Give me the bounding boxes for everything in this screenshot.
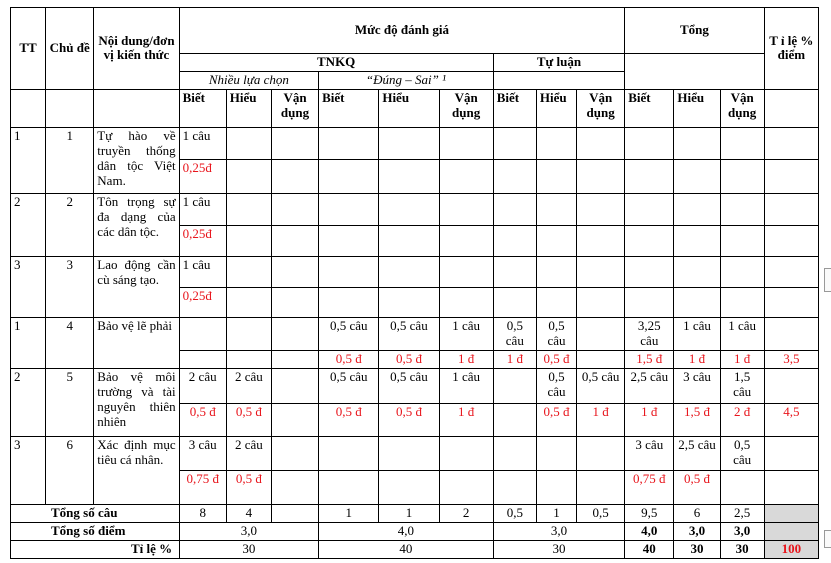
row-tt: 1 — [11, 127, 46, 193]
row-score — [226, 350, 271, 368]
row-question-count — [720, 256, 764, 287]
row-question-count — [226, 256, 271, 287]
data-row — [11, 368, 819, 403]
row-score — [536, 470, 576, 504]
row-question-count — [493, 436, 536, 470]
row-question-count — [493, 368, 536, 403]
header-tu-luan-blank — [493, 71, 624, 89]
row-score: 0,5 đ — [319, 350, 379, 368]
total-questions-value: 1 — [536, 504, 576, 522]
header-biet: Biết — [625, 89, 674, 127]
row-question-count: 2 câu — [226, 436, 271, 470]
row-question-count — [536, 127, 576, 159]
row-score — [379, 287, 439, 317]
row-score: 0,75 đ — [179, 470, 226, 504]
total-score-row — [11, 522, 819, 540]
row-tt: 2 — [11, 193, 46, 256]
row-question-count — [493, 256, 536, 287]
header-hieu: Hiểu — [379, 89, 439, 127]
total-score-value: 4,0 — [625, 522, 674, 540]
row-score — [536, 287, 576, 317]
row-question-count — [271, 256, 318, 287]
header-dung-sai: “Đúng – Sai” ¹ — [319, 71, 494, 89]
row-score: 1 đ — [493, 350, 536, 368]
header-cd-blank — [46, 89, 94, 127]
row-score — [764, 470, 818, 504]
row-score: 0,5 đ — [536, 403, 576, 436]
data-row — [11, 436, 819, 470]
scroll-handle-lower[interactable] — [824, 530, 831, 548]
row-question-count: 3 câu — [674, 368, 720, 403]
row-score: 0,5 đ — [319, 403, 379, 436]
row-score — [271, 403, 318, 436]
row-score: 1 đ — [720, 350, 764, 368]
data-row — [11, 127, 819, 159]
row-question-count — [271, 436, 318, 470]
row-score: 0,5 đ — [179, 403, 226, 436]
row-score — [319, 225, 379, 256]
row-score — [577, 159, 625, 193]
row-question-count: 1 câu — [439, 368, 493, 403]
row-tt: 2 — [11, 368, 46, 436]
row-question-count: 0,5 câu — [319, 317, 379, 350]
header-tong-blank — [625, 54, 764, 90]
row-question-count — [536, 436, 576, 470]
total-score-value: 4,0 — [319, 522, 494, 540]
row-score: 0,5 đ — [379, 403, 439, 436]
row-score — [271, 225, 318, 256]
data-row — [11, 193, 819, 225]
row-score — [179, 350, 226, 368]
row-score: 1,5 đ — [625, 350, 674, 368]
row-score: 0,5 đ — [674, 470, 720, 504]
row-question-count: 1 câu — [179, 193, 226, 225]
header-nd-blank — [94, 89, 179, 127]
row-score — [674, 287, 720, 317]
row-score: 1,5 đ — [674, 403, 720, 436]
total-questions-value: 2 — [439, 504, 493, 522]
total-questions-value: 2,5 — [720, 504, 764, 522]
header-muc-do-danh-gia: Mức độ đánh giá — [179, 8, 625, 54]
row-question-count — [577, 436, 625, 470]
row-question-count — [625, 193, 674, 225]
row-score: 0,5 đ — [226, 470, 271, 504]
row-score — [536, 159, 576, 193]
total-questions-blank — [764, 504, 818, 522]
percent-value: 30 — [179, 540, 319, 558]
row-score: 4,5 — [764, 403, 818, 436]
assessment-matrix-table — [10, 7, 819, 559]
header-noi-dung: Nội dung/đơn vị kiến thức — [94, 8, 179, 90]
row-score — [226, 287, 271, 317]
row-question-count: 0,5 câu — [379, 368, 439, 403]
row-score — [536, 225, 576, 256]
row-chu-de: 6 — [46, 436, 94, 504]
row-question-count — [764, 127, 818, 159]
row-question-count — [577, 317, 625, 350]
row-question-count: 0,5 câu — [577, 368, 625, 403]
row-chu-de: 4 — [46, 317, 94, 368]
total-questions-value: 1 — [379, 504, 439, 522]
row-score: 0,5 đ — [536, 350, 576, 368]
data-rows — [11, 127, 819, 504]
header-chu-de: Chủ đề — [46, 8, 94, 90]
row-score — [577, 470, 625, 504]
total-score-value: 3,0 — [674, 522, 720, 540]
row-question-count: 0,5 câu — [379, 317, 439, 350]
row-score: 1 đ — [625, 403, 674, 436]
row-score — [577, 350, 625, 368]
row-question-count — [439, 127, 493, 159]
row-score: 0,75 đ — [625, 470, 674, 504]
row-score — [720, 159, 764, 193]
row-score — [720, 225, 764, 256]
row-score — [764, 287, 818, 317]
scroll-handle[interactable] — [824, 268, 831, 292]
row-question-count: 3,25 câu — [625, 317, 674, 350]
row-score — [674, 159, 720, 193]
row-score — [493, 287, 536, 317]
row-score — [764, 159, 818, 193]
header-ti-le-blank — [764, 89, 818, 127]
row-question-count: 1 câu — [674, 317, 720, 350]
row-question-count — [536, 193, 576, 225]
percent-value: 30 — [674, 540, 720, 558]
total-questions-value: 0,5 — [493, 504, 536, 522]
row-noi-dung: Xác định mục tiêu cá nhân. — [94, 436, 179, 504]
row-noi-dung: Bảo vệ lẽ phải — [94, 317, 179, 368]
row-question-count: 0,5 câu — [536, 317, 576, 350]
row-question-count: 0,5 câu — [536, 368, 576, 403]
row-question-count: 2,5 câu — [674, 436, 720, 470]
row-question-count: 0,5 câu — [493, 317, 536, 350]
row-score: 1 đ — [674, 350, 720, 368]
row-score — [493, 159, 536, 193]
row-question-count — [379, 436, 439, 470]
header-tnkq: TNKQ — [179, 54, 493, 72]
row-score — [439, 287, 493, 317]
total-questions-label: Tổng số câu — [11, 504, 180, 522]
row-tt: 3 — [11, 256, 46, 317]
row-chu-de: 1 — [46, 127, 94, 193]
row-question-count: 1 câu — [179, 127, 226, 159]
row-question-count — [226, 127, 271, 159]
row-question-count — [379, 127, 439, 159]
row-score — [625, 287, 674, 317]
row-score: 1 đ — [439, 403, 493, 436]
row-score — [379, 225, 439, 256]
row-score — [271, 287, 318, 317]
row-question-count — [720, 193, 764, 225]
row-score — [720, 470, 764, 504]
row-question-count: 2 câu — [179, 368, 226, 403]
row-question-count: 0,5 câu — [720, 436, 764, 470]
row-question-count — [179, 317, 226, 350]
row-noi-dung: Tự hào về truyền thống dân tộc Việt Nam. — [94, 127, 179, 193]
row-tt: 1 — [11, 317, 46, 368]
row-question-count — [439, 436, 493, 470]
row-score — [439, 225, 493, 256]
row-question-count — [625, 256, 674, 287]
total-score-value: 3,0 — [493, 522, 624, 540]
row-question-count — [319, 256, 379, 287]
header-biet: Biết — [493, 89, 536, 127]
row-score: 0,25đ — [179, 287, 226, 317]
total-questions-value: 4 — [226, 504, 271, 522]
row-question-count — [271, 368, 318, 403]
header-tt: TT — [11, 8, 46, 90]
total-score-value: 3,0 — [720, 522, 764, 540]
row-score — [493, 470, 536, 504]
row-question-count — [226, 317, 271, 350]
row-question-count — [271, 317, 318, 350]
row-question-count: 1,5 câu — [720, 368, 764, 403]
total-questions-row — [11, 504, 819, 522]
total-questions-value: 1 — [319, 504, 379, 522]
row-question-count — [439, 256, 493, 287]
row-question-count — [674, 256, 720, 287]
header-van-dung: Vận dụng — [439, 89, 493, 127]
row-question-count — [536, 256, 576, 287]
header-tu-luan: Tự luận — [493, 54, 624, 72]
row-question-count — [493, 193, 536, 225]
row-score: 2 đ — [720, 403, 764, 436]
row-question-count — [577, 127, 625, 159]
row-score — [625, 159, 674, 193]
percent-value: 40 — [319, 540, 494, 558]
row-score — [577, 287, 625, 317]
row-question-count: 3 câu — [625, 436, 674, 470]
row-question-count — [764, 193, 818, 225]
row-question-count — [674, 127, 720, 159]
row-question-count — [271, 127, 318, 159]
row-score — [674, 225, 720, 256]
row-score — [577, 225, 625, 256]
row-score — [271, 159, 318, 193]
header-hieu: Hiểu — [226, 89, 271, 127]
row-score: 0,5 đ — [379, 350, 439, 368]
row-question-count — [764, 436, 818, 470]
total-score-blank — [764, 522, 818, 540]
row-score: 3,5 — [764, 350, 818, 368]
percent-value: 40 — [625, 540, 674, 558]
total-questions-value: 6 — [674, 504, 720, 522]
total-score-value: 3,0 — [179, 522, 319, 540]
data-row — [11, 256, 819, 287]
row-score — [319, 470, 379, 504]
header-tong: Tổng — [625, 8, 764, 54]
percent-row — [11, 540, 819, 558]
percent-value: 30 — [720, 540, 764, 558]
header-biet: Biết — [319, 89, 379, 127]
row-question-count: 1 câu — [179, 256, 226, 287]
row-score — [379, 159, 439, 193]
row-question-count — [625, 127, 674, 159]
total-questions-value — [271, 504, 318, 522]
total-questions-value: 8 — [179, 504, 226, 522]
header-hieu: Hiểu — [536, 89, 576, 127]
row-question-count: 1 câu — [720, 317, 764, 350]
row-question-count — [764, 317, 818, 350]
row-question-count — [319, 193, 379, 225]
total-questions-value: 0,5 — [577, 504, 625, 522]
row-question-count — [764, 368, 818, 403]
row-score — [271, 350, 318, 368]
row-noi-dung: Tôn trọng sự đa dạng của các dân tộc. — [94, 193, 179, 256]
row-noi-dung: Bảo vệ môi trường và tài nguyên thiên nhiên — [94, 368, 179, 436]
header-nhieu-lua-chon: Nhiều lựa chọn — [179, 71, 319, 89]
row-chu-de: 2 — [46, 193, 94, 256]
row-question-count — [577, 256, 625, 287]
row-score — [379, 470, 439, 504]
header-van-dung: Vận dụng — [271, 89, 318, 127]
row-score — [439, 470, 493, 504]
data-row — [11, 317, 819, 350]
row-question-count — [439, 193, 493, 225]
percent-total: 100 — [764, 540, 818, 558]
row-question-count — [226, 193, 271, 225]
row-chu-de: 5 — [46, 368, 94, 436]
row-score — [625, 225, 674, 256]
row-score — [493, 403, 536, 436]
row-question-count — [379, 256, 439, 287]
row-score — [271, 470, 318, 504]
row-score — [439, 159, 493, 193]
row-question-count — [720, 127, 764, 159]
row-score — [319, 287, 379, 317]
header-ti-le-diem: T ỉ lệ % điểm — [764, 8, 818, 90]
row-question-count: 2,5 câu — [625, 368, 674, 403]
percent-label: Tỉ lệ % — [11, 540, 180, 558]
total-score-label: Tổng số điểm — [11, 522, 180, 540]
row-score: 0,5 đ — [226, 403, 271, 436]
row-score — [493, 225, 536, 256]
row-question-count: 0,5 câu — [319, 368, 379, 403]
row-score — [226, 225, 271, 256]
row-score — [319, 159, 379, 193]
row-score — [764, 225, 818, 256]
row-question-count — [319, 436, 379, 470]
row-score: 1 đ — [439, 350, 493, 368]
row-question-count — [379, 193, 439, 225]
row-tt: 3 — [11, 436, 46, 504]
row-question-count — [764, 256, 818, 287]
header-van-dung: Vận dụng — [720, 89, 764, 127]
row-question-count — [271, 193, 318, 225]
row-score — [720, 287, 764, 317]
row-question-count — [674, 193, 720, 225]
row-question-count — [493, 127, 536, 159]
row-question-count — [319, 127, 379, 159]
percent-value: 30 — [493, 540, 624, 558]
row-chu-de: 3 — [46, 256, 94, 317]
row-score: 0,25đ — [179, 225, 226, 256]
row-question-count: 3 câu — [179, 436, 226, 470]
header-biet: Biết — [179, 89, 226, 127]
header-van-dung: Vận dụng — [577, 89, 625, 127]
row-question-count: 2 câu — [226, 368, 271, 403]
row-score: 1 đ — [577, 403, 625, 436]
row-question-count: 1 câu — [439, 317, 493, 350]
header-hieu: Hiểu — [674, 89, 720, 127]
header-tt-blank — [11, 89, 46, 127]
row-question-count — [577, 193, 625, 225]
row-score: 0,25đ — [179, 159, 226, 193]
row-score — [226, 159, 271, 193]
row-noi-dung: Lao động cần cù sáng tạo. — [94, 256, 179, 317]
total-questions-value: 9,5 — [625, 504, 674, 522]
